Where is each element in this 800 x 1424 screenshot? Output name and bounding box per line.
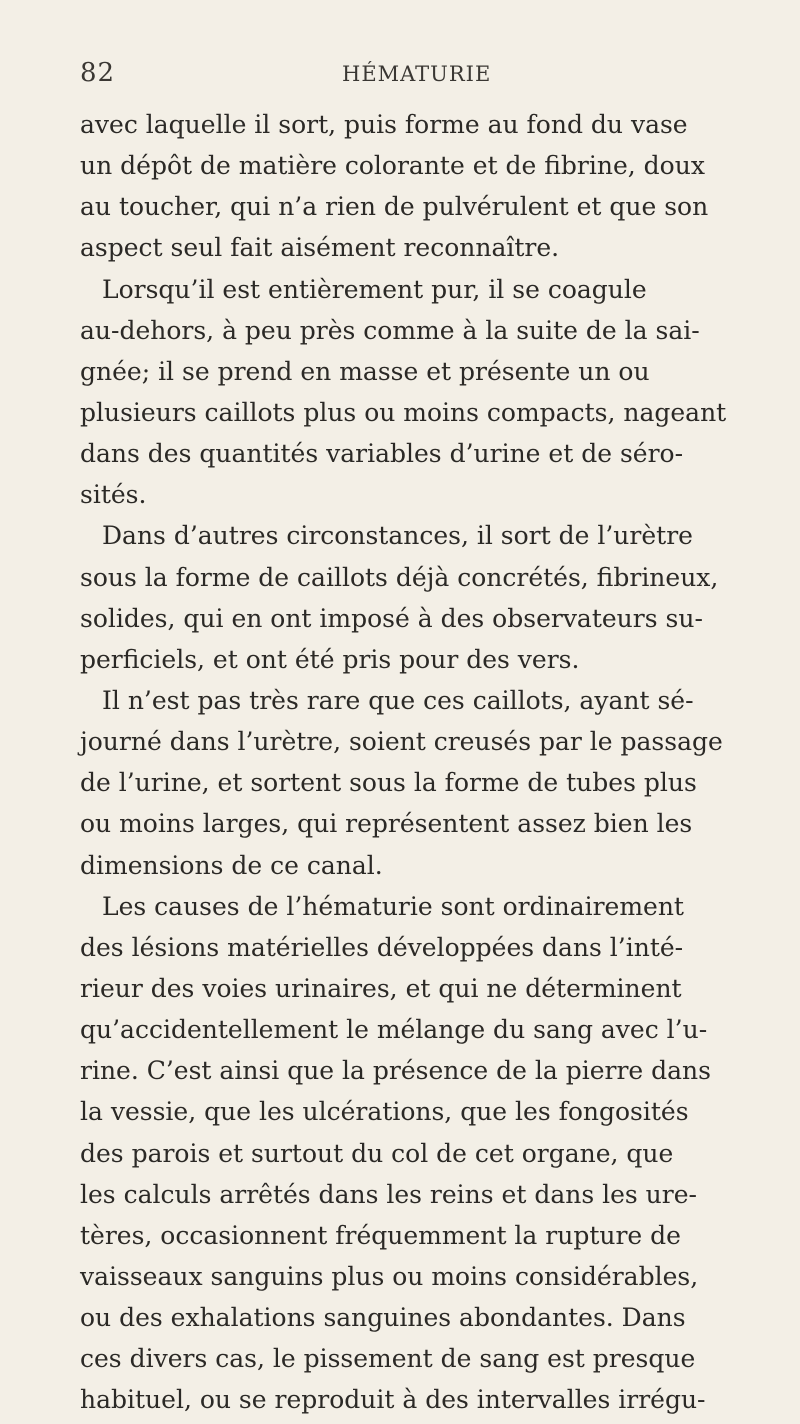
text-line: les calculs arrêtés dans les reins et dans les ure- xyxy=(80,1179,697,1209)
text-line: des parois et surtout du col de cet organe, que xyxy=(80,1138,674,1168)
text-line: perficiels, et ont été pris pour des vers. xyxy=(80,644,580,674)
text-line: tères, occasionnent fréquemment la rupture de xyxy=(80,1220,681,1250)
text-line: sous la forme de caillots déjà concrétés, fibrineux, xyxy=(80,562,719,592)
text-line: sités. xyxy=(80,480,147,510)
text-line: ou moins larges, qui représentent assez bien les xyxy=(80,809,693,839)
text-line: des lésions matérielles développées dans l’inté- xyxy=(80,932,684,962)
text-line: au-dehors, à peu près comme à la suite de la sai- xyxy=(80,315,700,345)
text-line: ou des exhalations sanguines abondantes. Dans xyxy=(80,1303,686,1333)
text-line: Lorsqu’il est entièrement pur, il se coagule xyxy=(102,274,647,304)
running-head xyxy=(80,58,760,98)
text-line: journé dans l’urètre, soient creusés par le passage xyxy=(80,727,723,757)
text-line: un dépôt de matière colorante et de fibrine, doux xyxy=(80,151,705,181)
text-line: qu’accidentellement le mélange du sang avec l’u- xyxy=(80,1015,708,1045)
text-line: avec laquelle il sort, puis forme au fond du vase xyxy=(80,110,688,139)
text-line: rine. C’est ainsi que la présence de la pierre dans xyxy=(80,1056,711,1086)
page-number: 82 xyxy=(80,58,116,88)
text-line: Les causes de l’hématurie sont ordinairement xyxy=(102,891,684,921)
text-line: gnée; il se prend en masse et présente un ou xyxy=(80,356,650,386)
text-line: aspect seul fait aisément reconnaître. xyxy=(80,233,560,263)
text-line: au toucher, qui n’a rien de pulvérulent et que son xyxy=(80,192,709,222)
text-line: la vessie, que les ulcérations, que les fongosités xyxy=(80,1097,689,1127)
text-line: Il n’est pas très rare que ces caillots, ayant sé- xyxy=(102,685,694,715)
text-line: rieur des voies urinaires, et qui ne déterminent xyxy=(80,973,682,1003)
text-line: dans des quantités variables d’urine et de séro- xyxy=(80,439,684,469)
text-line: Dans d’autres circonstances, il sort de l’urètre xyxy=(102,521,693,551)
text-line: plusieurs caillots plus ou moins compacts, nageant xyxy=(80,397,727,427)
text-line: dimensions de ce canal. xyxy=(80,850,383,880)
text-line: habituel, ou se reproduit à des intervalles irrégu- xyxy=(80,1385,706,1415)
running-title: HÉMATURIE xyxy=(342,62,492,86)
text-line: vaisseaux sanguins plus ou moins considérables, xyxy=(80,1261,699,1291)
text-line: de l’urine, et sortent sous la forme de tubes plus xyxy=(80,768,697,798)
text-line: ces divers cas, le pissement de sang est presque xyxy=(80,1344,696,1374)
body-text xyxy=(80,104,780,1421)
text-line: solides, qui en ont imposé à des observateurs su- xyxy=(80,603,703,633)
